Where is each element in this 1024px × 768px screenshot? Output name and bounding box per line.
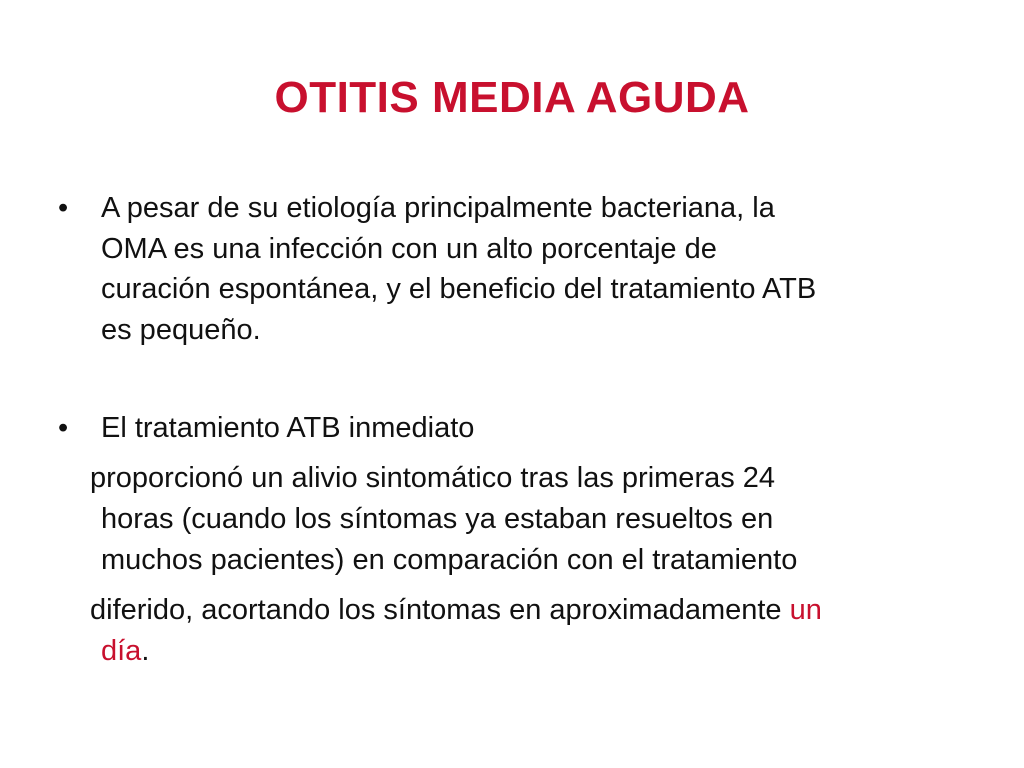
bullet-1-line-1: A pesar de su etiología principalmente bacteriana, la <box>101 192 775 224</box>
bullet-2-line-5 <box>101 631 149 672</box>
bullet-1-line-3: curación espontánea, y el beneficio del tratamiento ATB <box>101 273 817 305</box>
slide-title: OTITIS MEDIA AGUDA <box>274 73 750 122</box>
bullet-2-end: . <box>141 635 150 667</box>
highlight-dia: día <box>101 635 142 667</box>
bullet-2-line-1: proporcionó un alivio sintomático tras las primeras 24 <box>90 462 776 494</box>
bullet-2-line-4 <box>90 590 822 631</box>
bullet-2-continuation-4 <box>101 631 149 672</box>
bullet-2-continuation-3 <box>90 590 822 631</box>
bullet-1-line-2: OMA es una infección con un alto porcentaje de <box>101 232 717 265</box>
bullet-marker: • <box>58 412 69 444</box>
bullet-2-lead <box>101 408 474 449</box>
highlight-un: un <box>789 594 822 626</box>
bullet-2-line-4-text: diferido, acortando los síntomas en aproximadamente <box>90 594 790 626</box>
bullet-2-continuation-2 <box>101 499 797 580</box>
bullet-marker: • <box>58 192 69 224</box>
bullet-2-lead-text: El tratamiento ATB inmediato <box>101 412 475 444</box>
bullet-2-line-3: muchos pacientes) en comparación con el tratamiento <box>101 543 798 576</box>
bullet-1-line-4: es pequeño. <box>101 313 261 346</box>
bullet-1 <box>101 188 816 350</box>
bullet-2-line-2: horas (cuando los síntomas ya estaban resueltos en <box>101 503 774 535</box>
bullet-2-continuation-1 <box>90 458 775 499</box>
